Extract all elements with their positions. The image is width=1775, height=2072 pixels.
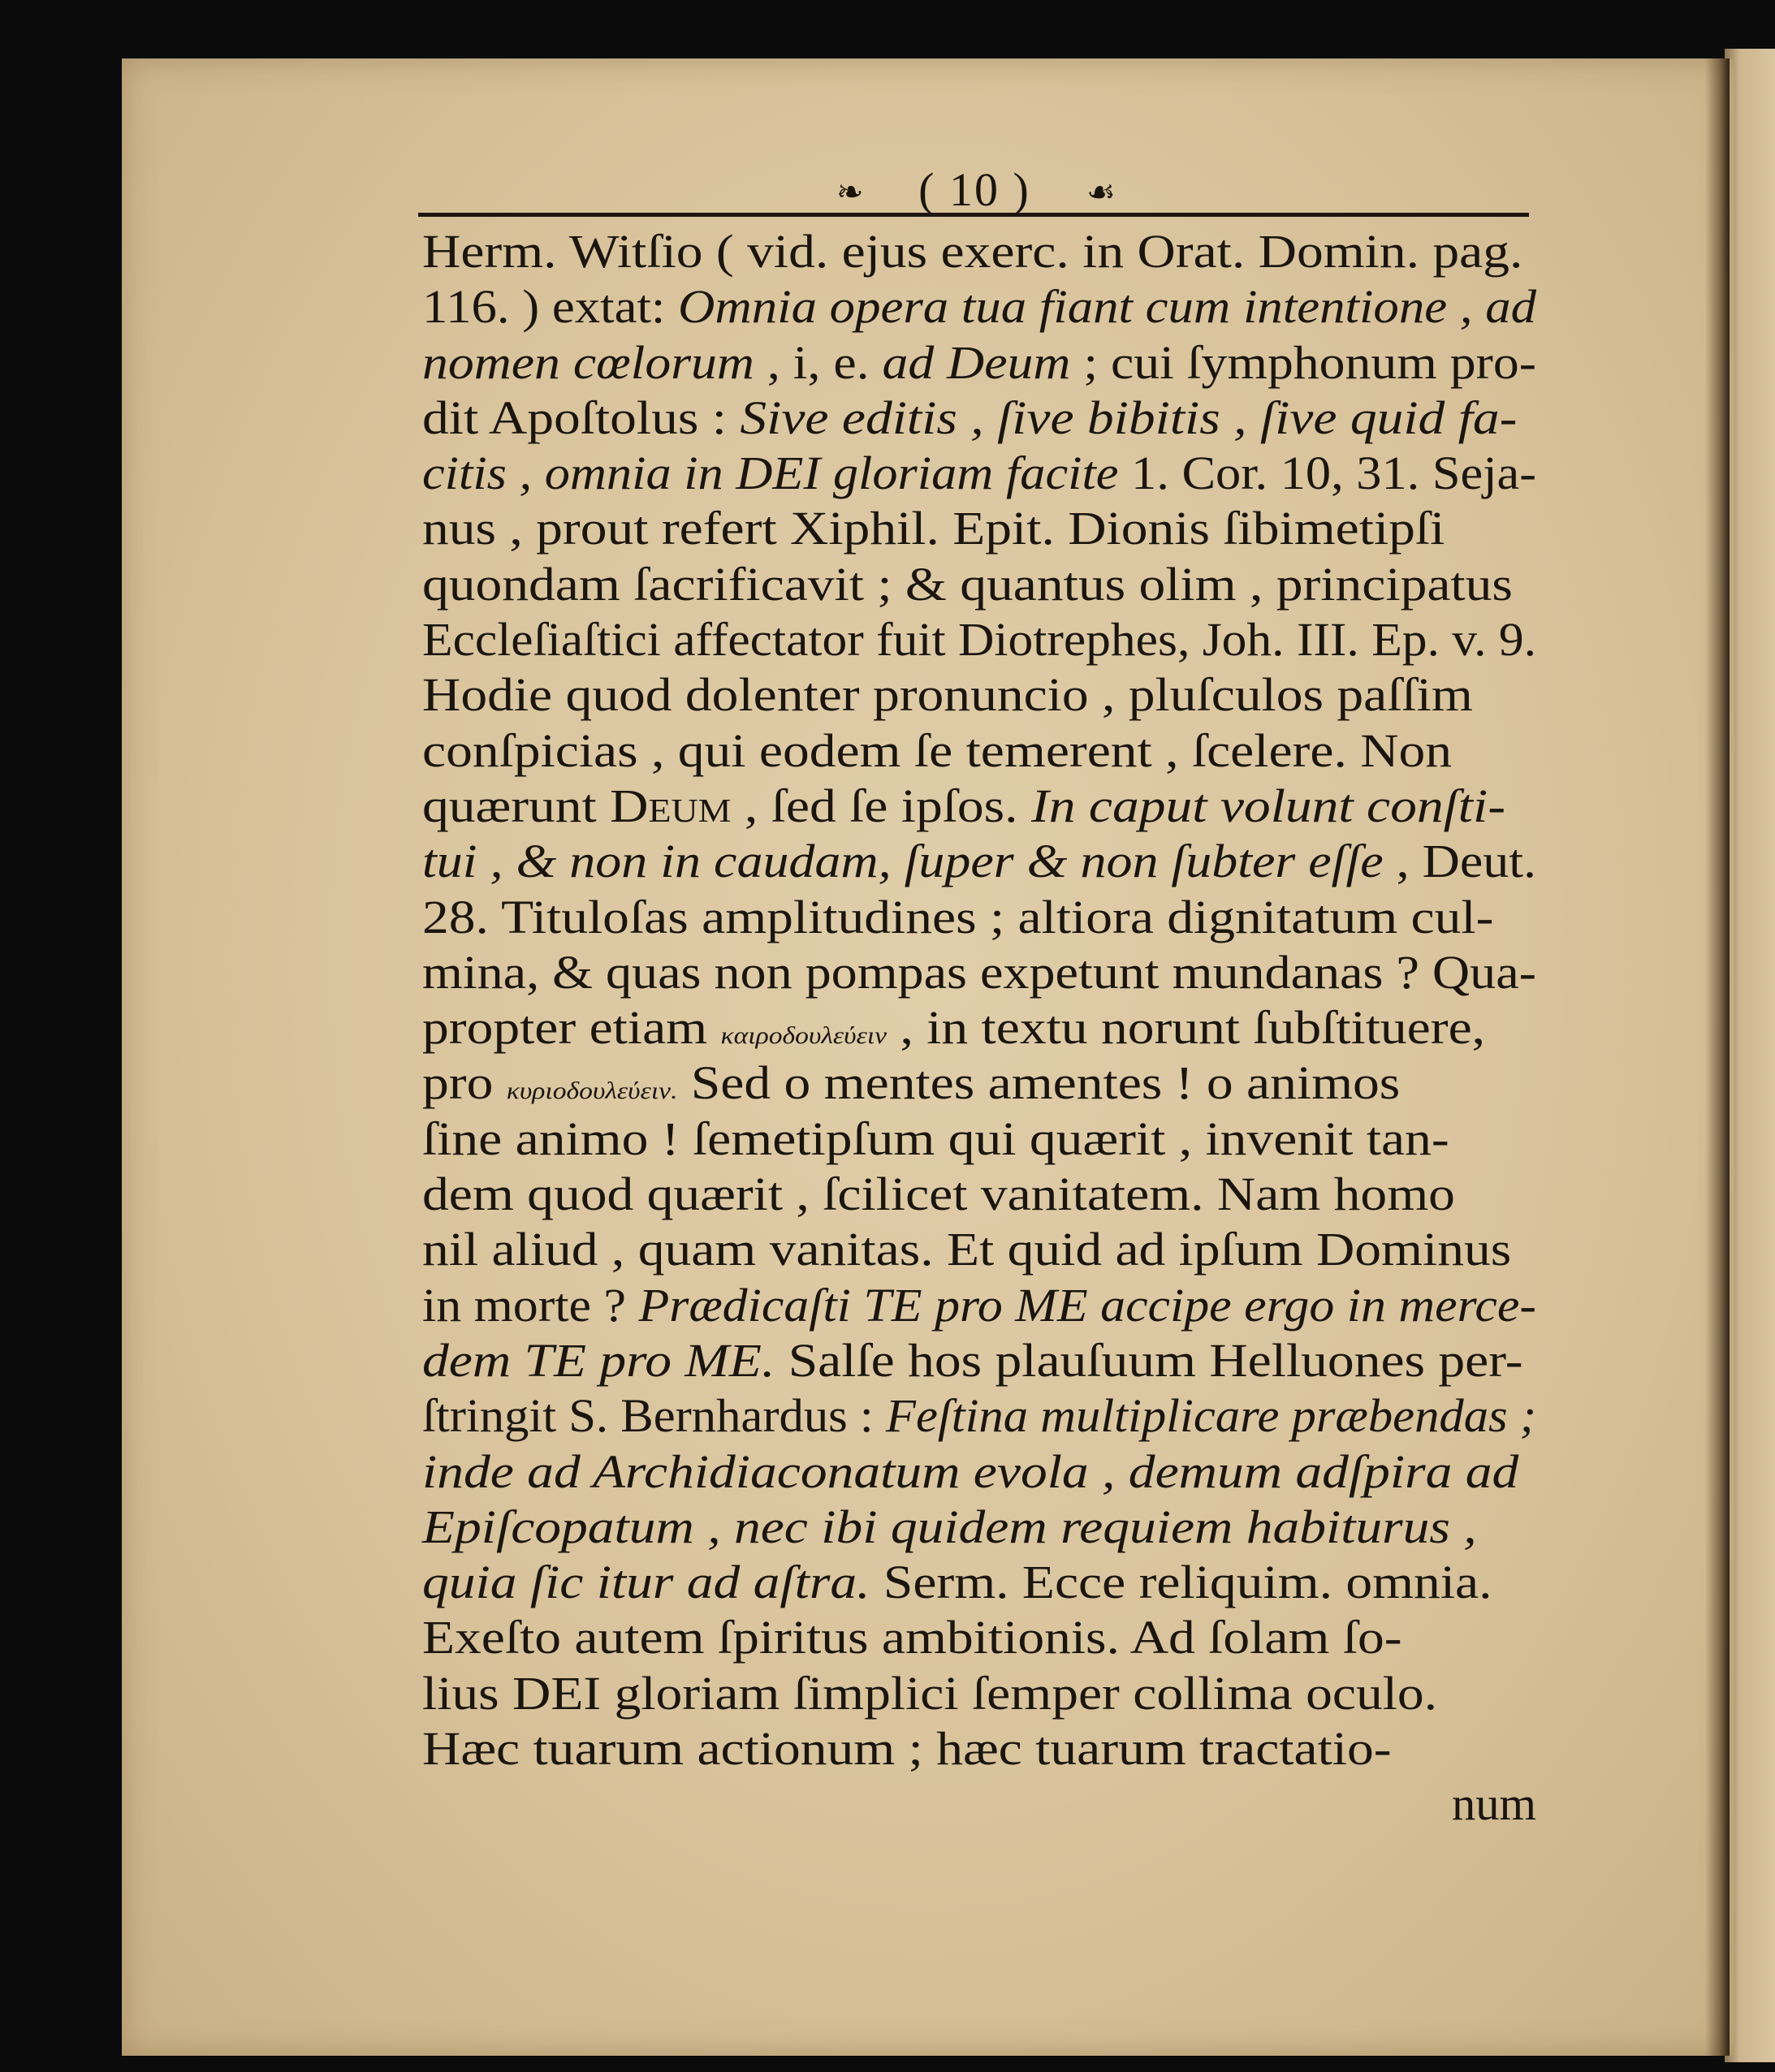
text-line: [422, 1167, 1536, 1222]
text-segment: Eccleſiaſtici affectator fuit Diotrephes, Joh. III. Ep. v. 9.: [422, 613, 1536, 667]
page-header: [414, 162, 1535, 219]
text-segment: ad Deum: [882, 335, 1071, 389]
text-line: [422, 446, 1536, 501]
text-segment: κυριοδουλεύειν.: [506, 1077, 678, 1105]
text-segment: in morte ?: [422, 1278, 639, 1332]
text-segment: dem quod quærit , ſcilicet vanitatem. Nam homo: [422, 1168, 1455, 1221]
text-segment: citis , omnia in DEI gloriam facite: [422, 447, 1119, 500]
text-segment: Hodie quod dolenter pronuncio , pluſculos paſſim: [422, 668, 1473, 722]
text-segment: dit Apoſtolus :: [422, 391, 741, 444]
text-line: [422, 945, 1536, 1000]
text-line: [422, 1776, 1536, 1832]
text-segment: Omnia opera tua fiant cum intentione , ad: [678, 280, 1537, 334]
text-line: [422, 1610, 1536, 1665]
text-segment: propter etiam: [422, 1001, 721, 1055]
text-segment: Serm. Ecce reliquim. omnia.: [870, 1556, 1492, 1609]
text-line: [422, 224, 1536, 279]
text-segment: 116. ) extat:: [422, 280, 679, 334]
text-segment: , in textu norunt ſubſtituere,: [887, 1001, 1486, 1055]
text-segment: 28. Tituloſas amplitudines ; altiora dignitatum cul-: [422, 890, 1494, 943]
text-line: [422, 1055, 1536, 1111]
header-rule: [418, 213, 1529, 217]
text-segment: nus , prout refert Xiphil. Epit. Dionis ſibimetipſi: [422, 502, 1445, 555]
text-line: [422, 1444, 1536, 1500]
text-segment: Feſtina multiplicare præbendas ;: [885, 1389, 1536, 1443]
text-line: [422, 1500, 1536, 1555]
text-segment: num: [1451, 1777, 1536, 1831]
text-segment: Deum: [610, 779, 732, 832]
page-gutter-shadow: [1705, 58, 1730, 2056]
text-segment: ſtringit S. Bernhardus :: [422, 1389, 886, 1443]
body-text: [422, 224, 1536, 1832]
text-segment: dem TE pro ME.: [422, 1333, 775, 1387]
text-segment: , i, e.: [754, 335, 883, 389]
text-line: [422, 335, 1536, 391]
text-segment: Sed o mentes amentes ! o animos: [677, 1056, 1401, 1110]
text-segment: nomen cœlorum: [422, 335, 754, 389]
text-line: [422, 1666, 1536, 1721]
text-segment: inde ad Archidiaconatum evola , demum adſpira ad: [422, 1444, 1519, 1498]
text-line: [422, 501, 1536, 556]
text-line: [422, 667, 1536, 723]
page-number: ( 10 ): [918, 163, 1030, 216]
text-line: [422, 779, 1536, 834]
text-line: [422, 1333, 1536, 1388]
text-segment: Epiſcopatum , nec ibi quidem requiem habiturus ,: [422, 1500, 1477, 1553]
text-line: [422, 1278, 1536, 1333]
text-line: [422, 612, 1536, 667]
ornament-right-icon: ☙: [1086, 174, 1116, 211]
ornament-left-icon: ❧: [836, 174, 864, 211]
text-line: [422, 1222, 1536, 1277]
text-line: [422, 1388, 1536, 1444]
text-segment: pro: [422, 1056, 507, 1110]
text-segment: quia ſic itur ad aſtra.: [422, 1556, 870, 1609]
text-segment: lius DEI gloriam ſimplici ſemper collima oculo.: [422, 1666, 1438, 1720]
text-line: [422, 834, 1536, 889]
text-line: [422, 1555, 1536, 1610]
text-segment: quondam ſacrificavit ; & quantus olim , principatus: [422, 557, 1513, 611]
text-segment: Sive editis , ſive bibitis , ſive quid fa-: [740, 391, 1518, 444]
text-segment: Hæc tuarum actionum ; hæc tuarum tractatio-: [422, 1722, 1392, 1776]
text-segment: In caput volunt conſti-: [1030, 779, 1506, 832]
text-segment: ſine animo ! ſemetipſum qui quærit , invenit tan-: [422, 1112, 1449, 1165]
text-line: [422, 1112, 1536, 1167]
text-line: [422, 723, 1536, 779]
text-segment: conſpicias , qui eodem ſe temerent , ſcelere. Non: [422, 723, 1453, 777]
text-line: [422, 890, 1536, 945]
text-line: [422, 391, 1536, 446]
text-segment: quærunt: [422, 779, 611, 832]
text-segment: Herm. Witſio ( vid. ejus exerc. in Orat. Domin. pag.: [422, 225, 1523, 278]
text-segment: Prædicaſti TE pro ME accipe ergo in merce-: [638, 1278, 1536, 1332]
text-line: [422, 557, 1536, 612]
text-segment: Exeſto autem ſpiritus ambitionis. Ad ſolam ſo-: [422, 1611, 1402, 1664]
text-line: [422, 1000, 1536, 1055]
text-segment: tui , & non in caudam, ſuper & non ſubter eſſe: [422, 835, 1384, 888]
text-segment: mina, & quas non pompas expetunt mundanas ? Qua-: [422, 945, 1536, 999]
text-segment: ; cui ſymphonum pro-: [1070, 335, 1536, 389]
text-segment: , ſed ſe ipſos.: [731, 779, 1031, 832]
text-segment: , Deut.: [1383, 835, 1536, 888]
text-line: [422, 279, 1536, 335]
text-line: [422, 1721, 1536, 1776]
text-segment: nil aliud , quam vanitas. Et quid ad ipſum Dominus: [422, 1223, 1512, 1276]
text-segment: καιροδουλεύειν: [720, 1022, 888, 1050]
text-segment: 1. Cor. 10, 31. Seja-: [1118, 447, 1536, 500]
text-segment: Salſe hos plauſuum Helluones per-: [775, 1333, 1523, 1387]
